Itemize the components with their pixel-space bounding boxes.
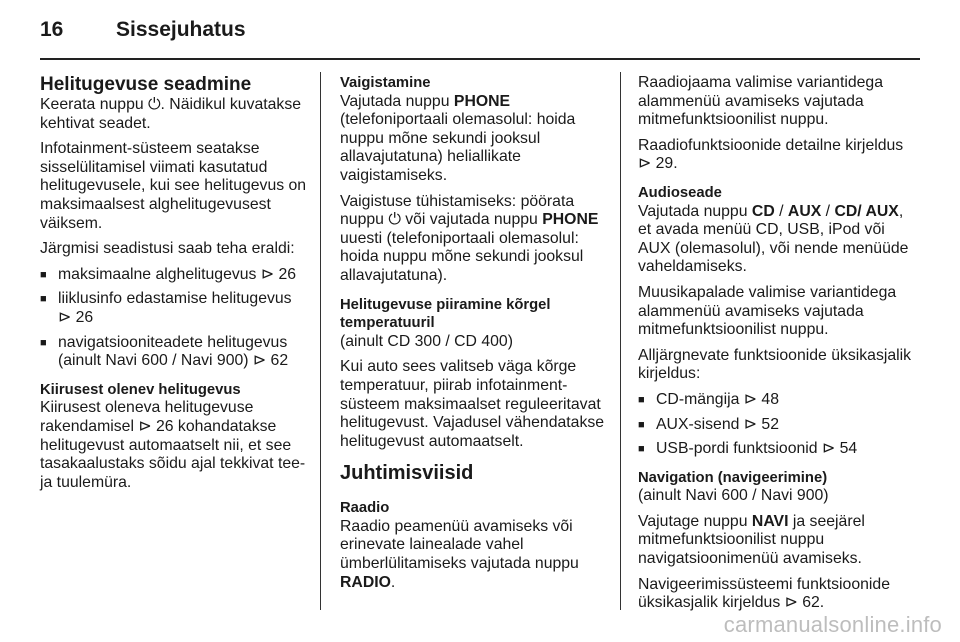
paragraph: Raadio peamenüü avamiseks või erinevate lainealade vahel ümberlülitamiseks vajutada nuppu RADIO. [340, 517, 579, 591]
heading-mute: Vaigistamine [340, 75, 431, 91]
list-item: ■ USB-pordi funktsioonid ⊳ 54 [638, 440, 920, 459]
paragraph: Vajutada nuppu PHONE (telefoniportaali olemasolul: hoida nuppu mõne sekundi jooksul allavajutatuna) heliallikate vaigistamiseks. [340, 92, 576, 184]
watermark: carmanualsonline.info [723, 612, 942, 637]
list-item: ■ CD-mängija ⊳ 48 [638, 391, 920, 410]
page-title: Sissejuhatus [116, 18, 246, 41]
heading-navigation: Navigation (navigeerimine) [638, 469, 828, 486]
heading-volume-setting: Helitugevuse seadmine [40, 74, 252, 95]
paragraph: Muusikapalade valimise variantidega alammenüü avamiseks vajutada mitmefunktsioonilist nuppu. [638, 283, 897, 339]
paragraph: Infotainment-süsteem seatakse sisselülitamisel viimati kasutatud helitugevusele, kui see helitugevus on maksimaalsest alghelitugevusest väiksem. [40, 140, 307, 232]
paragraph: Kiirusest oleneva helitugevuse rakendamisel ⊳ 26 kohandatakse helitugevust automaatselt nii, et see tasakaalustaks sõidu ajal tekkivat tee- ja tuulemüra. [40, 399, 306, 491]
column-right [638, 74, 920, 620]
column-divider [320, 72, 321, 610]
radio-button-label: RADIO [340, 573, 391, 591]
heading-speed-volume: Kiirusest olenev helitugevus [40, 381, 241, 398]
paragraph: Keerata nuppu ⏻. Näidikul kuvatakse kehtivat seadet. [40, 96, 302, 132]
paragraph: Navigeerimissüsteemi funktsioonide üksikasjalik kirjeldus ⊳ 62. [638, 575, 890, 612]
heading-operating-modes: Juhtimisviisid [340, 462, 474, 485]
list-item: ■ AUX-sisend ⊳ 52 [638, 416, 920, 435]
column-left [40, 74, 308, 499]
paragraph: Vaigistuse tühistamiseks: pöörata nuppu ⏻ või vajutada nuppu PHONE uuesti (telefoniportaali olemasolul: hoida nuppu mõne sekundi jooksul allavajutatuna). [340, 192, 599, 284]
page-header [40, 18, 246, 42]
page-number: 16 [40, 18, 64, 41]
paragraph: Vajutage nuppu NAVI ja seejärel mitmefunktsioonilist nuppu navigatsioonimenüü avamiseks. [638, 512, 865, 568]
heading-audio-device: Audioseade [638, 184, 722, 201]
phone-button-label: PHONE [542, 211, 599, 229]
heading-radio: Raadio [340, 500, 390, 517]
paragraph: Raadiojaama valimise variantidega alammenüü avamiseks vajutada mitmefunktsioonilist nuppu. [638, 74, 883, 129]
paragraph: Alljärgnevate funktsioonide üksikasjalik kirjeldus: [638, 346, 912, 383]
cd-button-label: CD [751, 202, 775, 220]
aux-button-label: AUX [787, 202, 822, 220]
paragraph: Raadiofunktsioonide detailne kirjeldus ⊳ 29. [638, 136, 904, 173]
list-item: ■ maksimaalne alghelitugevus ⊳ 26 [40, 266, 308, 285]
column-middle [340, 74, 608, 599]
phone-button-label: PHONE [453, 92, 511, 110]
header-rule [40, 58, 920, 60]
paragraph: Järgmisi seadistusi saab teha eraldi: [40, 240, 295, 258]
functions-list [638, 391, 920, 459]
navi-button-label: NAVI [751, 512, 789, 530]
cd-aux-button-label: CD/ AUX [834, 202, 899, 220]
heading-temperature-limit: Helitugevuse piiramine kõrgel temperatuuril [340, 296, 551, 332]
list-item: ■ navigatsiooniteadete helitugevus (ainult Navi 600 / Navi 900) ⊳ 62 [40, 334, 308, 371]
list-item: ■ liiklusinfo edastamise helitugevus ⊳ 26 [40, 290, 308, 327]
settings-list [40, 266, 308, 371]
paragraph: Vajutada nuppu CD / AUX / CD/ AUX, et avada menüü CD, USB, iPod või AUX (olemasolul), või nende menüüde vaheldamiseks. [638, 202, 909, 276]
paragraph: Kui auto sees valitseb väga kõrge temperatuur, piirab infotainment-süsteem maksimaalset reguleeritavat helitugevust. Vajadusel vähendatakse helitugevust automaatselt. [340, 358, 605, 450]
paragraph: (ainult CD 300 / CD 400) [340, 332, 513, 350]
column-divider [620, 72, 621, 610]
paragraph: (ainult Navi 600 / Navi 900) [638, 487, 829, 505]
